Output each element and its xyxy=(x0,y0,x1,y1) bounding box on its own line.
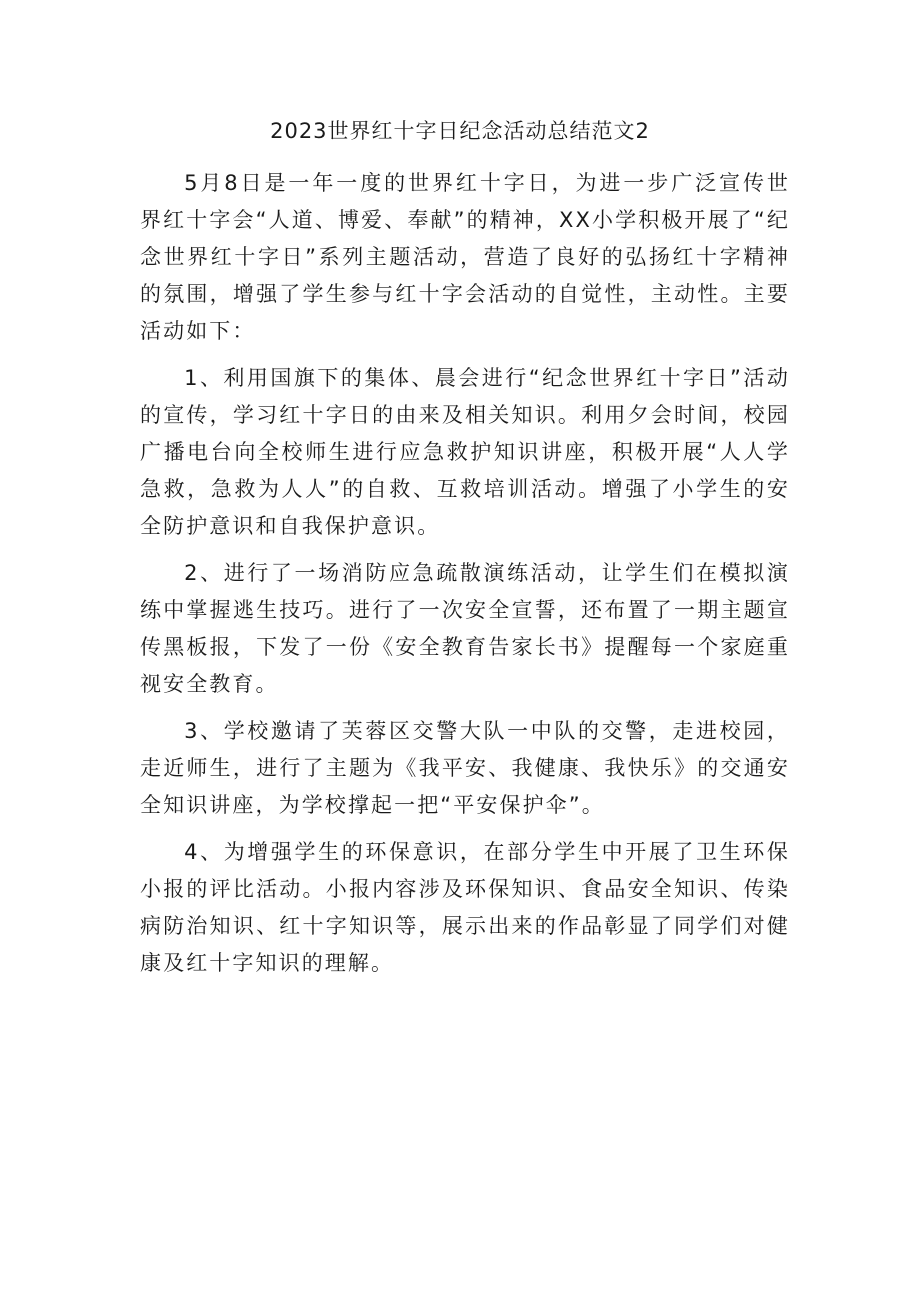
paragraph-item-2: 2、进行了一场消防应急疏散演练活动，让学生们在模拟演练中掌握逃生技巧。进行了一次安全宣誓，还布置了一期主题宣传黑板报，下发了一份《安全教育告家长书》提醒每一个家庭重视安全教育。 xyxy=(140,561,790,696)
document-body xyxy=(140,165,790,992)
paragraph-item-1: 1、利用国旗下的集体、晨会进行“纪念世界红十字日”活动的宣传，学习红十字日的由来及相关知识。利用夕会时间，校园广播电台向全校师生进行应急救护知识讲座，积极开展“人人学急救，急救为人人”的自救、互救培训活动。增强了小学生的安全防护意识和自我保护意识。 xyxy=(140,366,790,538)
paragraph-intro: 5月8日是一年一度的世界红十字日，为进一步广泛宣传世界红十字会“人道、博爱、奉献”的精神，XX小学积极开展了“纪念世界红十字日”系列主题活动，营造了良好的弘扬红十字精神的氛围，增强了学生参与红十字会活动的自觉性，主动性。主要活动如下： xyxy=(140,171,790,343)
paragraph-item-3: 3、学校邀请了芙蓉区交警大队一中队的交警，走进校园，走近师生，进行了主题为《我平安、我健康、我快乐》的交通安全知识讲座，为学校撑起一把“平安保护伞”。 xyxy=(140,719,790,817)
document-title: 2023世界红十字日纪念活动总结范文2 xyxy=(270,119,650,143)
paragraph-item-4: 4、为增强学生的环保意识，在部分学生中开展了卫生环保小报的评比活动。小报内容涉及环保知识、食品安全知识、传染病防治知识、红十字知识等，展示出来的作品彰显了同学们对健康及红十字知识的理解。 xyxy=(140,840,790,975)
